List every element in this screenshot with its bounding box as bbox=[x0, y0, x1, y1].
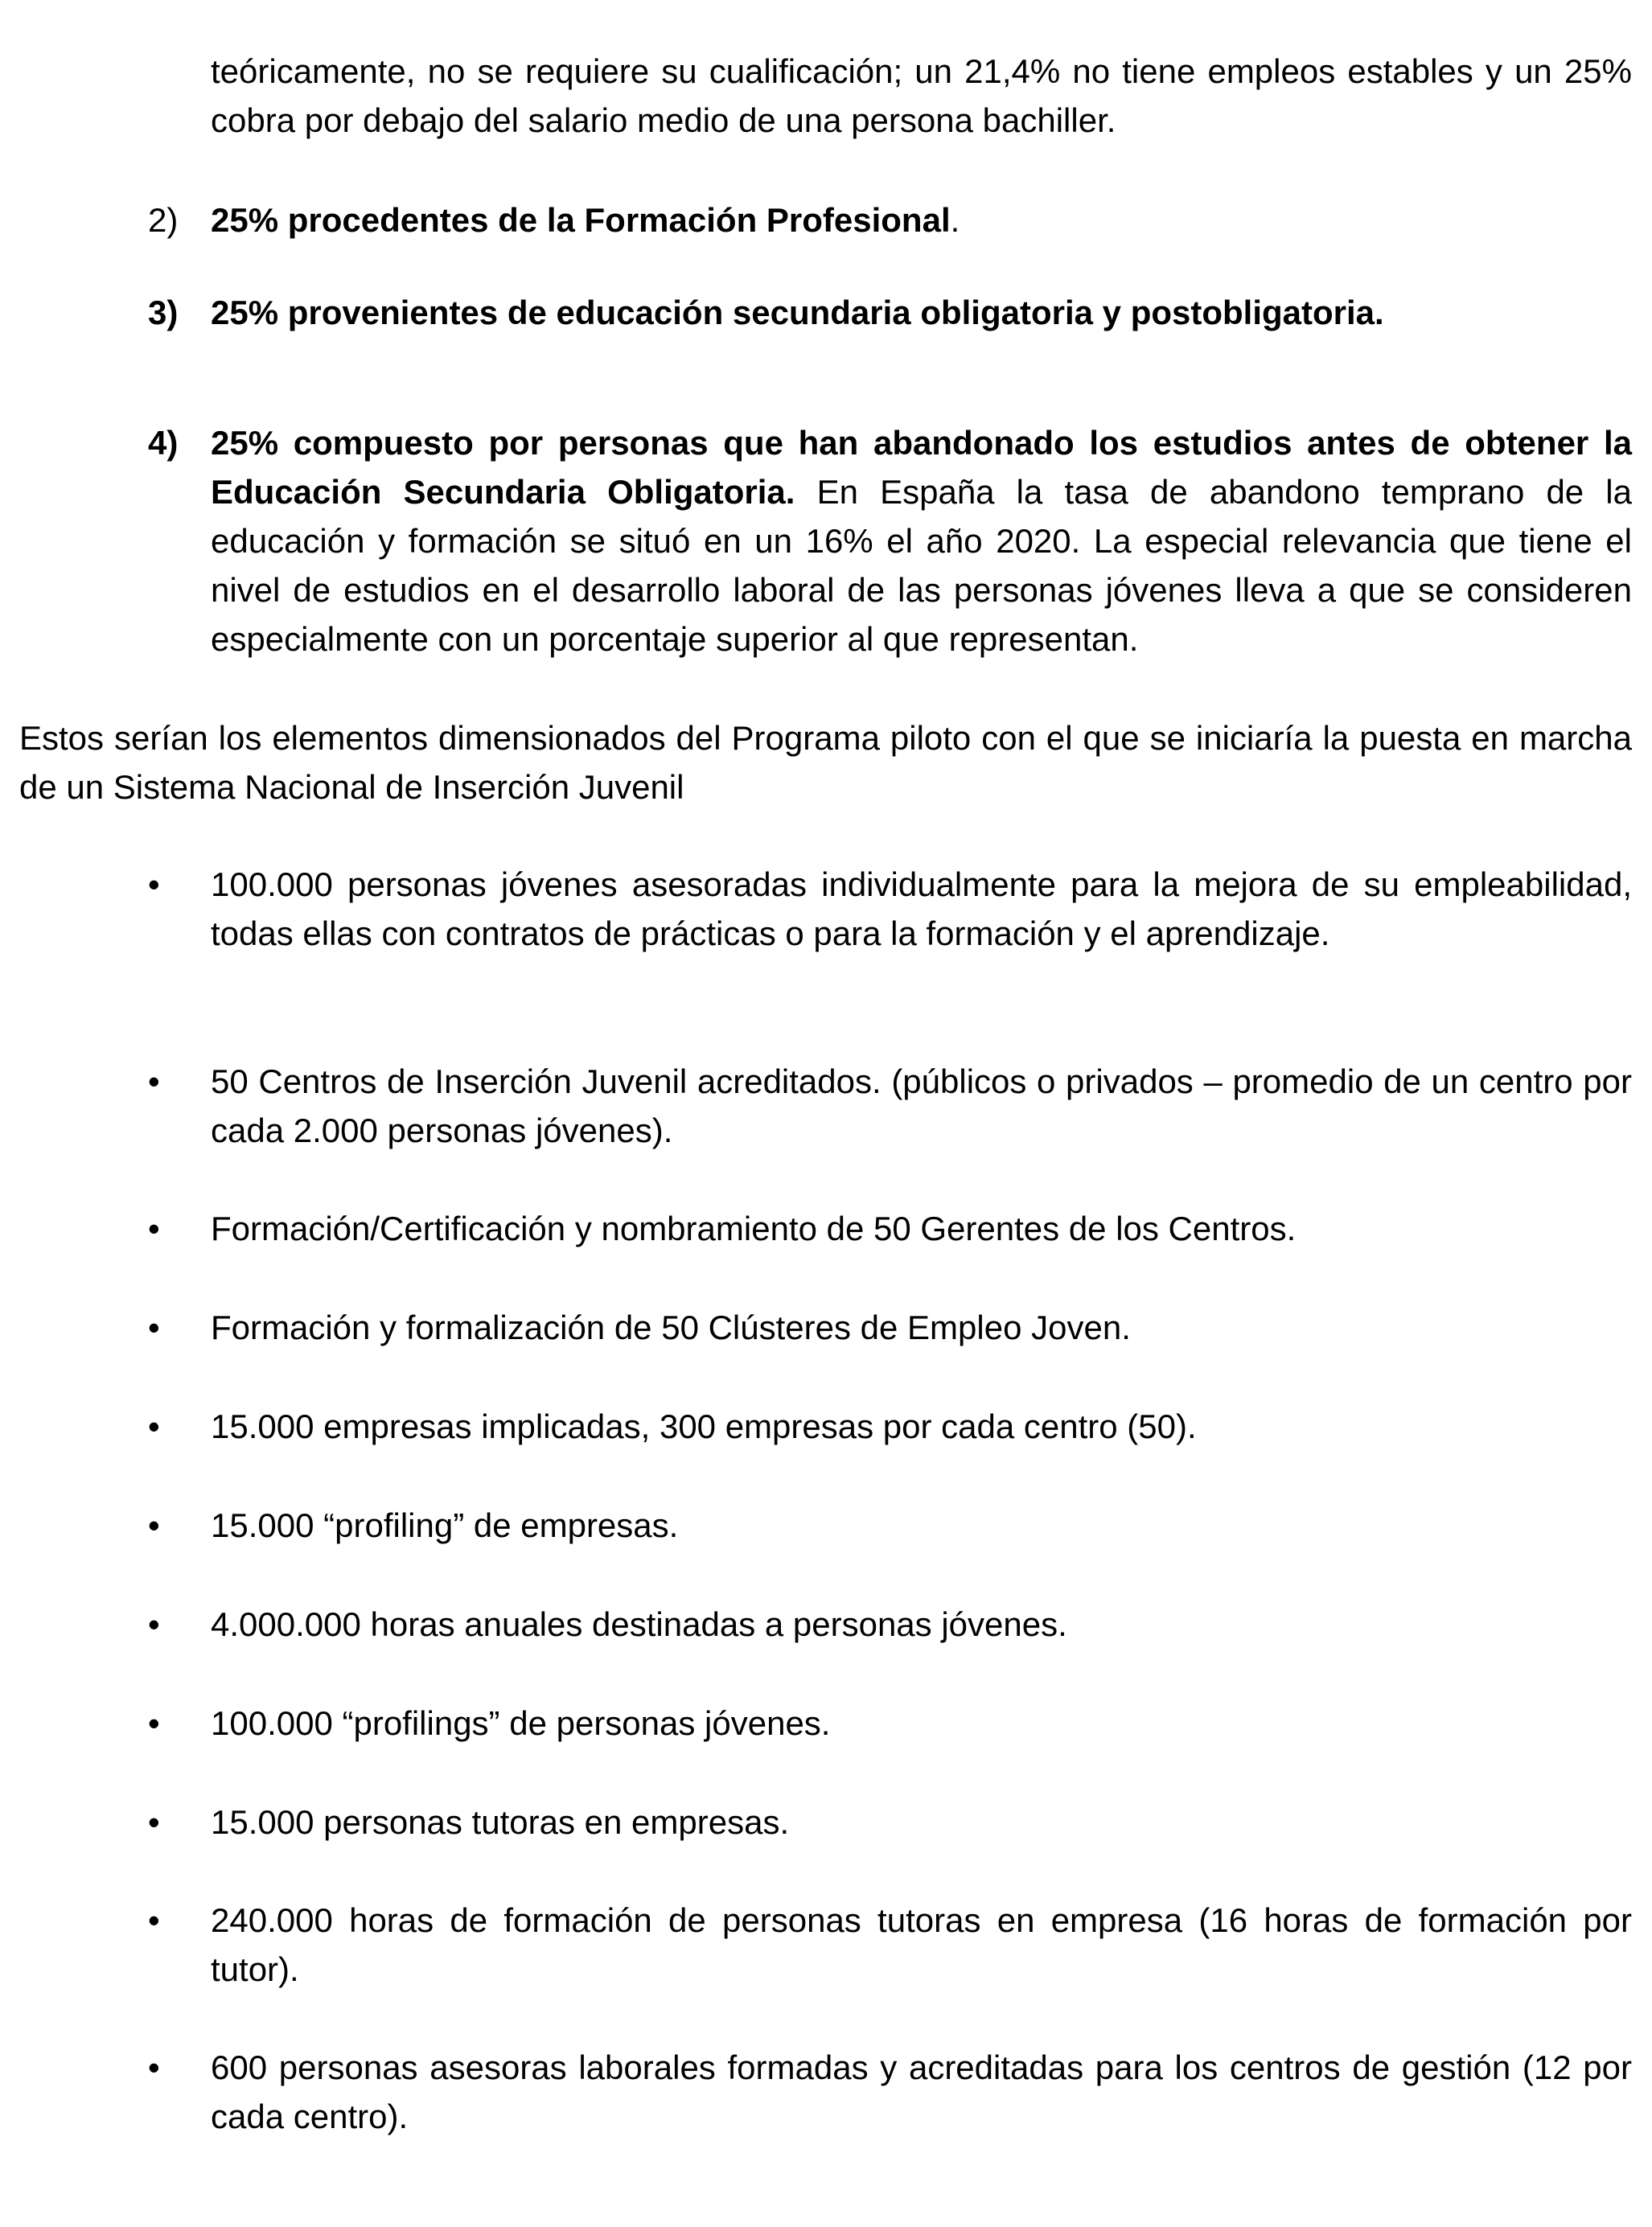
bullet-icon: • bbox=[148, 1605, 160, 1643]
bullet-text: 240.000 horas de formación de personas tutoras en empresa (16 horas de formación por tutor). bbox=[211, 1901, 1632, 1988]
bullet-item bbox=[148, 1303, 1632, 1352]
item-bold-text: 25% procedentes de la Formación Profesional bbox=[211, 201, 951, 239]
bullet-icon: • bbox=[148, 1506, 160, 1544]
numbered-item-3 bbox=[148, 288, 1632, 337]
bullet-item bbox=[148, 1402, 1632, 1451]
bullet-item bbox=[148, 2043, 1632, 2141]
item-number: 2) bbox=[148, 201, 179, 239]
bullet-icon: • bbox=[148, 1309, 160, 1346]
bullet-icon: • bbox=[148, 2048, 160, 2086]
item-bold-text: 25% compuesto por personas que han abandonado los estudios antes de obtener la Educación Secundaria Obligatoria. bbox=[211, 424, 1632, 511]
bullet-text: 4.000.000 horas anuales destinadas a personas jóvenes. bbox=[211, 1605, 1067, 1643]
item-bold-text: 25% provenientes de educación secundaria obligatoria y postobligatoria. bbox=[211, 294, 1384, 331]
item-number: 4) bbox=[148, 424, 179, 462]
bullet-item bbox=[148, 1057, 1632, 1155]
bullet-icon: • bbox=[148, 1803, 160, 1841]
item-text bbox=[211, 288, 1632, 337]
bullet-text: 15.000 personas tutoras en empresas. bbox=[211, 1803, 790, 1841]
bullet-text: 600 personas asesoras laborales formadas y acreditadas para los centros de gestión (12 por cada centro). bbox=[211, 2048, 1632, 2135]
item-text bbox=[211, 418, 1632, 664]
bullet-item bbox=[148, 860, 1632, 958]
bullet-item bbox=[148, 1501, 1632, 1550]
bullet-icon: • bbox=[148, 1704, 160, 1742]
item-rest-text: . bbox=[950, 201, 960, 239]
bullet-item bbox=[148, 1204, 1632, 1253]
item-number: 3) bbox=[148, 294, 179, 331]
bullet-icon: • bbox=[148, 1901, 160, 1939]
numbered-item-2 bbox=[148, 195, 1632, 244]
bullet-text: 50 Centros de Inserción Juvenil acreditados. (públicos o privados – promedio de un centro por cada 2.000 personas jóvenes). bbox=[211, 1062, 1632, 1149]
bullet-icon: • bbox=[148, 1062, 160, 1100]
item-rest-text: En España la tasa de abandono temprano de la educación y formación se situó en un 16% el año 2020. La especial relevancia que tiene el nivel de estudios en el desarrollo laboral de las personas jóvenes lleva a que se consideren especialmente con un porcentaje superior al que representan. bbox=[211, 473, 1632, 658]
item-text bbox=[211, 195, 1632, 244]
bullet-text: 15.000 empresas implicadas, 300 empresas por cada centro (50). bbox=[211, 1407, 1197, 1445]
bullet-item bbox=[148, 1896, 1632, 1994]
bullet-icon: • bbox=[148, 1407, 160, 1445]
list-item-continuation: teóricamente, no se requiere su cualificación; un 21,4% no tiene empleos estables y un 25% cobra por debajo del salario medio de una persona bachiller. bbox=[211, 52, 1632, 139]
bullet-text: Formación/Certificación y nombramiento de 50 Gerentes de los Centros. bbox=[211, 1210, 1297, 1247]
numbered-item-4 bbox=[148, 418, 1632, 664]
bullet-item bbox=[148, 1699, 1632, 1748]
bullet-icon: • bbox=[148, 1210, 160, 1247]
bullet-item bbox=[148, 1600, 1632, 1649]
bullet-text: 100.000 personas jóvenes asesoradas individualmente para la mejora de su empleabilidad, todas ellas con contratos de prácticas o para la formación y el aprendizaje. bbox=[211, 865, 1632, 952]
bullet-text: 15.000 “profiling” de empresas. bbox=[211, 1506, 679, 1544]
bullet-text: 100.000 “profilings” de personas jóvenes. bbox=[211, 1704, 831, 1742]
intro-paragraph: Estos serían los elementos dimensionados del Programa piloto con el que se iniciaría la puesta en marcha de un Sistema Nacional de Inserción Juvenil bbox=[19, 719, 1632, 806]
bullet-item bbox=[148, 1798, 1632, 1847]
bullet-text: Formación y formalización de 50 Clústeres de Empleo Joven. bbox=[211, 1309, 1131, 1346]
bullet-icon: • bbox=[148, 865, 160, 903]
